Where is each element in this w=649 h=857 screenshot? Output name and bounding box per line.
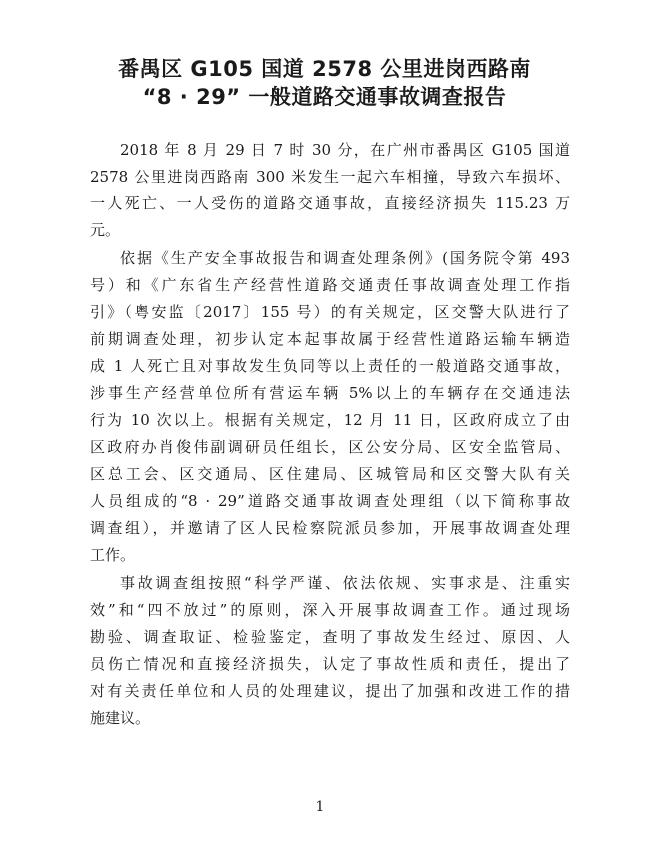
page-number: 1 [315, 799, 325, 815]
paragraph-2-line-8: 区政府办肖俊伟副调研员任组长，区公安分局、区安全监管局、 [90, 438, 570, 456]
paragraph-2-line-12: 工作。 [90, 546, 136, 564]
paragraph-1-line-1: 2018 年 8 月 29 日 7 时 30 分，在广州市番禺区 G105 国道 [120, 141, 570, 159]
paragraph-2-line-2: 号）和《广东省生产经营性道路交通责任事故调查处理工作指 [90, 276, 570, 294]
paragraph-2-line-10: 人员组成的“8 · 29”道路交通事故调查处理组（以下简称事故 [90, 492, 570, 510]
paragraph-2-line-3: 引》（粤安监〔2017〕155 号）的有关规定，区交警大队进行了 [90, 303, 570, 321]
paragraph-2-line-7: 行为 10 次以上。根据有关规定，12 月 11 日，区政府成立了由 [90, 411, 570, 429]
paragraph-3-line-2: 效”和“四不放过”的原则，深入开展事故调查工作。通过现场 [90, 601, 570, 619]
paragraph-3-line-4: 员伤亡情况和直接经济损失，认定了事故性质和责任，提出了 [90, 655, 570, 673]
paragraph-1-line-4: 元。 [90, 221, 121, 239]
paragraph-2-line-5: 成 1 人死亡且对事故发生负同等以上责任的一般道路交通事故， [90, 357, 570, 375]
paragraph-3-line-1: 事故调查组按照“科学严谨、依法依规、实事求是、注重实 [120, 574, 570, 592]
paragraph-1-line-3: 一人死亡、一人受伤的道路交通事故，直接经济损失 115.23 万 [90, 194, 570, 212]
paragraph-2-line-11: 调查组），并邀请了区人民检察院派员参加，开展事故调查处理 [90, 519, 570, 537]
paragraph-1-line-2: 2578 公里进岗西路南 300 米发生一起六车相撞，导致六车损坏、 [90, 168, 570, 186]
paragraph-2-line-1: 依据《生产安全事故报告和调查处理条例》(国务院令第 493 [120, 249, 570, 267]
paragraph-2-line-4: 前期调查处理，初步认定本起事故属于经营性道路运输车辆造 [90, 330, 570, 348]
paragraph-3-line-5: 对有关责任单位和人员的处理建议，提出了加强和改进工作的措 [90, 682, 570, 700]
report-title-line-2: “8 · 29” 一般道路交通事故调查报告 [142, 85, 507, 109]
paragraph-2-line-6: 涉事生产经营单位所有营运车辆 5%以上的车辆存在交通违法 [90, 384, 570, 402]
paragraph-3-line-3: 勘验、调查取证、检验鉴定，查明了事故发生经过、原因、人 [90, 628, 570, 646]
paragraph-2-line-9: 区总工会、区交通局、区住建局、区城管局和区交警大队有关 [90, 465, 570, 483]
report-title-line-1: 番禺区 G105 国道 2578 公里进岗西路南 [118, 57, 531, 81]
paragraph-3-line-6: 施建议。 [90, 709, 151, 727]
